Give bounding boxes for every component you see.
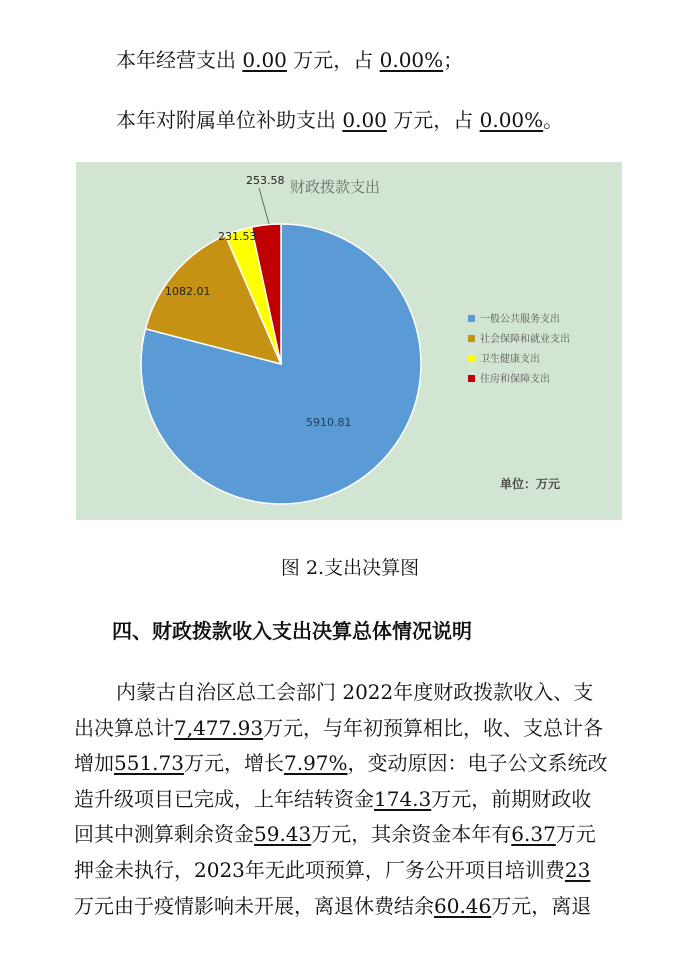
slice-value-label: 231.53 bbox=[218, 230, 257, 243]
slice-value-label: 5910.81 bbox=[306, 416, 352, 429]
text-segment: 万元，前期财政收 bbox=[431, 786, 592, 811]
figure-caption: 图 2.支出决算图 bbox=[280, 557, 420, 579]
underlined-figure: 60.46 bbox=[434, 893, 492, 918]
legend-swatch bbox=[468, 335, 475, 342]
amount-value: 0.00 bbox=[242, 48, 287, 72]
underlined-figure: 7,477.93 bbox=[174, 715, 264, 740]
text-segment: 万元，与年初预算相比，收、支总计各 bbox=[263, 715, 604, 740]
percent-value: 0.00% bbox=[379, 48, 444, 72]
paragraph-line bbox=[74, 820, 596, 848]
text-segment: 。 bbox=[543, 108, 564, 132]
text-segment: ，变动原因：电子公文系统改 bbox=[347, 751, 608, 776]
underlined-figure: 7.97% bbox=[283, 751, 348, 776]
section-heading: 四、财政拨款收入支出决算总体情况说明 bbox=[112, 619, 472, 643]
percent-value: 0.00% bbox=[479, 108, 544, 132]
text-segment: 回其中测算剩余资金 bbox=[74, 822, 254, 847]
underlined-figure: 551.73 bbox=[114, 751, 184, 776]
text-segment: ； bbox=[443, 48, 464, 72]
underlined-figure: 23 bbox=[564, 858, 591, 882]
pie-chart-svg bbox=[76, 162, 622, 520]
paragraph-line bbox=[74, 856, 590, 884]
text-segment: 万元，其余资金本年有 bbox=[311, 822, 512, 847]
legend-label: 社会保障和就业支出 bbox=[480, 334, 570, 345]
text-segment: 万元，占 bbox=[286, 48, 380, 72]
text-segment: 万元，离退 bbox=[491, 893, 592, 918]
text-segment: 本年经营支出 bbox=[116, 48, 243, 72]
text-segment: 万元 bbox=[555, 822, 596, 847]
paragraph-line bbox=[74, 785, 591, 813]
slice-value-label: 253.58 bbox=[246, 174, 285, 187]
paragraph-line bbox=[74, 714, 603, 742]
text-segment: 造升级项目已完成，上年结转资金 bbox=[74, 786, 374, 811]
text-segment: 本年对附属单位补助支出 bbox=[116, 108, 343, 132]
legend-label: 住房和保障支出 bbox=[480, 374, 550, 385]
expense-pie-chart bbox=[76, 162, 622, 520]
text-segment: 增加 bbox=[74, 751, 114, 776]
legend-label: 一般公共服务支出 bbox=[480, 314, 560, 325]
text-segment: 出决算总计 bbox=[74, 715, 174, 740]
text-segment: 押金未执行，2023年无此项预算，厂务公开项目培训费 bbox=[74, 858, 565, 882]
text-segment: 万元，增长 bbox=[183, 751, 284, 776]
amount-value: 0.00 bbox=[342, 108, 387, 132]
underlined-figure: 6.37 bbox=[511, 822, 556, 847]
subsidy-expense-line bbox=[116, 106, 563, 134]
legend-swatch bbox=[468, 355, 475, 362]
legend-swatch bbox=[468, 375, 475, 382]
underlined-figure: 59.43 bbox=[254, 822, 312, 847]
legend-label: 卫生健康支出 bbox=[480, 354, 540, 365]
underlined-figure: 174.3 bbox=[374, 786, 432, 811]
paragraph-line bbox=[74, 892, 591, 920]
legend-swatch bbox=[468, 315, 475, 322]
paragraph-line bbox=[116, 678, 593, 706]
unit-note: 单位：万元 bbox=[500, 477, 561, 491]
chart-title: 财政拨款支出 bbox=[290, 178, 381, 196]
slice-value-label: 1082.01 bbox=[165, 285, 211, 298]
leader-line bbox=[259, 188, 269, 224]
text-segment: 万元由于疫情影响未开展，离退休费结余 bbox=[74, 893, 434, 918]
text-segment: 内蒙古自治区总工会部门 2022年度财政拨款收入、支 bbox=[116, 680, 594, 704]
operating-expense-line bbox=[116, 46, 463, 74]
text-segment: 万元，占 bbox=[386, 108, 480, 132]
paragraph-line bbox=[74, 749, 608, 777]
